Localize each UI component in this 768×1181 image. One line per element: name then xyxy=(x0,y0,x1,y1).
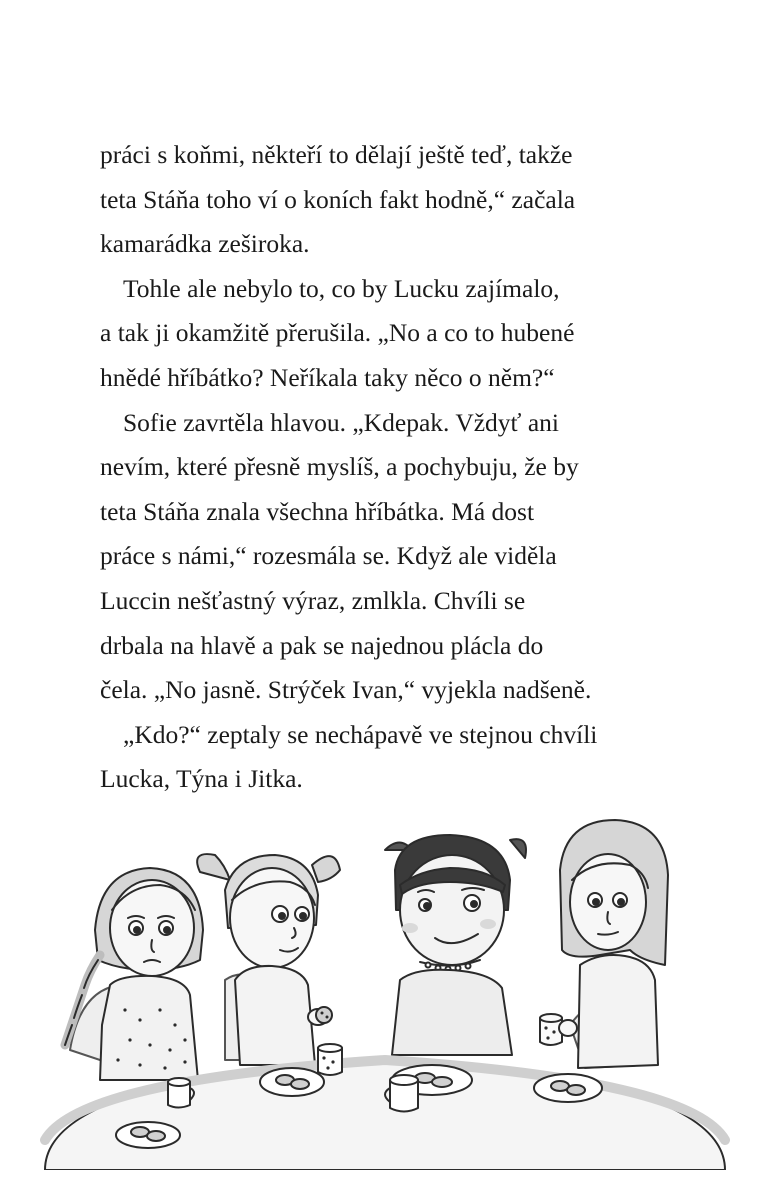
girls-at-table-illustration xyxy=(40,810,730,1170)
text-line: práci s koňmi, někteří to dělají ještě teď, takže xyxy=(100,140,573,169)
text-line: Sofie zavrtěla hlavou. „Kdepak. Vždyť ani xyxy=(123,407,559,437)
text-line: čela. „No jasně. Strýček Ivan,“ vyjekla nadšeně. xyxy=(100,675,592,705)
text-line: Luccin nešťastný výraz, zmlkla. Chvíli se xyxy=(100,585,526,615)
text-line: teta Stáňa znala všechna hříbátka. Má dost xyxy=(100,496,535,526)
story-text xyxy=(100,133,660,802)
text-line: teta Stáňa toho ví o koních fakt hodně,“ začala xyxy=(100,184,576,214)
girl-smiling xyxy=(385,835,526,1055)
text-line: hnědé hříbátko? Neříkala taky něco o něm?“ xyxy=(100,362,555,392)
text-line: a tak ji okamžitě přerušila. „No a co to hubené xyxy=(100,318,575,348)
text-line: Tohle ale nebylo to, co by Lucku zajímalo, xyxy=(123,273,560,303)
text-line: práce s námi,“ rozesmála se. Když ale viděla xyxy=(100,541,557,571)
girl-pigtails xyxy=(197,854,340,1065)
girl-right-cup xyxy=(540,820,668,1068)
text-line: „Kdo?“ zeptaly se nechápavě ve stejnou chvíli xyxy=(123,719,598,749)
text-line: drbala na hlavě a pak se najednou plácla do xyxy=(100,630,544,660)
text-line: kamarádka zeširoka. xyxy=(100,229,310,259)
text-line: nevím, které přesně myslíš, a pochybuju, že by xyxy=(100,452,579,482)
text-line: Lucka, Týna i Jitka. xyxy=(100,764,303,794)
